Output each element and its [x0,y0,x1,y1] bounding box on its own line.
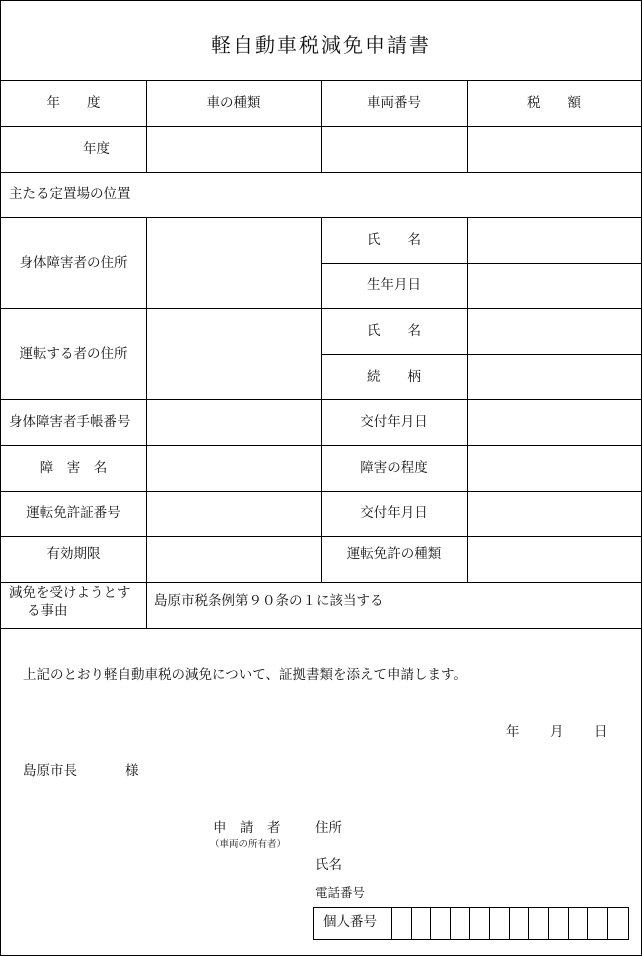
divider [1,628,641,629]
handbook-number-label: 身体障害者手帳番号 [9,414,131,430]
divider [1,172,641,173]
reason-value: 島原市税条例第９０条の１に該当する [154,593,384,609]
digit-divider [411,908,412,940]
name-label-1: 氏 名 [367,232,421,248]
name-label: 氏名 [315,857,342,873]
header-vehicle-type: 車の種類 [206,95,261,111]
digit-divider [489,908,490,940]
disability-degree-label: 障害の程度 [360,460,428,476]
sama-label: 様 [125,763,139,779]
name-label-2: 氏 名 [367,323,421,339]
location-label: 主たる定置場の位置 [9,186,131,202]
disability-name-label: 障 害 名 [39,460,108,476]
year-row-label: 年度 [83,141,110,157]
date-day: 日 [594,724,608,740]
address-label: 住所 [315,820,342,836]
header-year: 年 度 [46,95,101,111]
divider [467,217,468,582]
form-title: 軽自動車税減免申請書 [211,33,431,57]
issue-date-label-2: 交付年月日 [360,505,428,521]
owner-note: （車両の所有者） [210,839,287,850]
divider [321,263,641,264]
divider [467,80,468,172]
digit-divider [587,908,588,940]
header-vehicle-number: 車両番号 [367,95,421,111]
personal-number-label: 個人番号 [323,914,377,930]
digit-divider [469,908,470,940]
digit-divider [430,908,431,940]
statement: 上記のとおり軽自動車税の減免について、証拠書類を添えて申請します。 [23,667,467,683]
reason-label-line-2: る事由 [27,603,68,619]
expiry-label: 有効期限 [46,546,101,562]
divider [146,80,147,172]
relationship-label: 続 柄 [367,369,421,385]
applicant-label: 申 請 者 [213,820,281,836]
divider [146,217,147,628]
license-type-label: 運転免許の種類 [346,546,442,562]
date-year: 年 [506,724,520,740]
reason-label-line-1: 減免を受けようとす [9,585,131,601]
license-number-label: 運転免許証番号 [26,505,121,521]
digit-divider [528,908,529,940]
digit-divider [568,908,569,940]
driver-address-label: 運転する者の住所 [19,346,128,362]
digit-divider [548,908,549,940]
digit-divider [509,908,510,940]
mayor-label: 島原市長 [23,763,77,779]
digit-divider [391,908,392,940]
divider [1,582,641,583]
phone-label: 電話番号 [315,885,366,900]
digit-divider [607,908,608,940]
divider [321,80,322,172]
divider [321,354,641,355]
header-tax-amount: 税 額 [527,95,581,111]
disabled-address-label: 身体障害者の住所 [19,255,128,271]
issue-date-label-1: 交付年月日 [360,414,428,430]
birth-date-label: 生年月日 [367,277,421,293]
digit-divider [450,908,451,940]
divider [321,217,322,582]
date-month: 月 [550,724,564,740]
